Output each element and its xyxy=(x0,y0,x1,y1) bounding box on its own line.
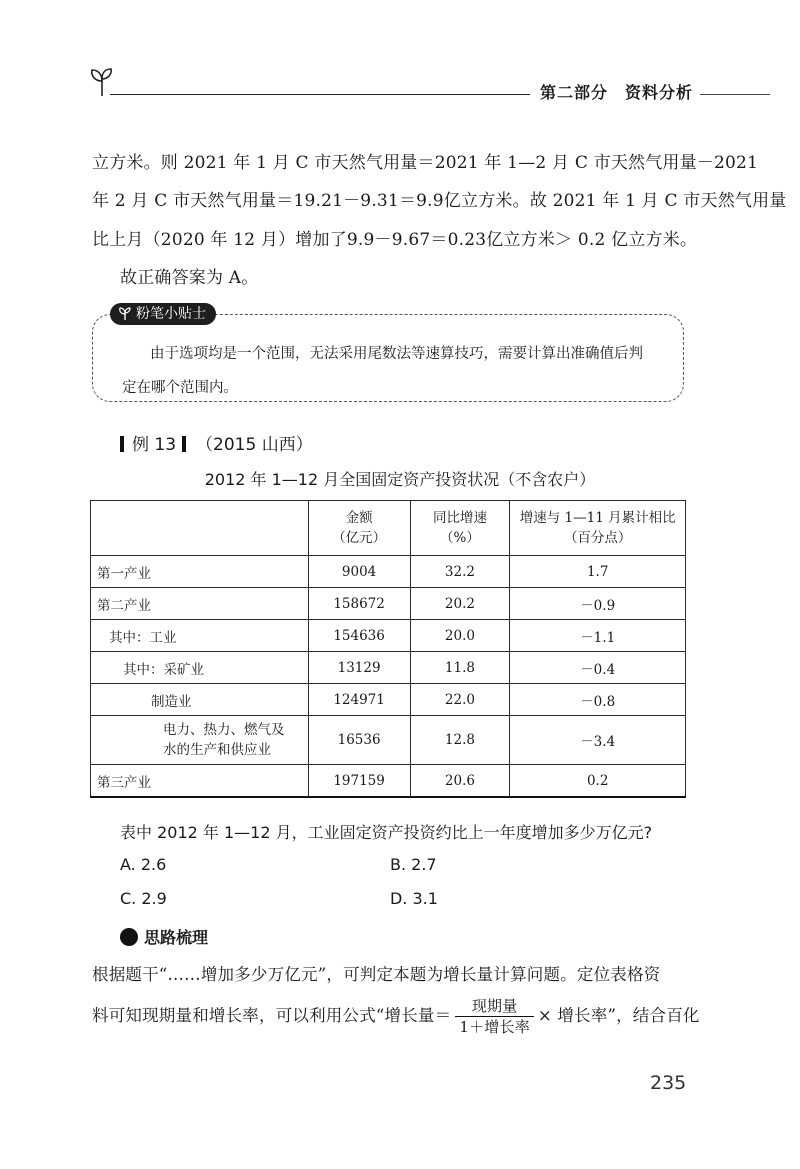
row-growth: 22.0 xyxy=(410,684,510,716)
row-diff: －3.4 xyxy=(510,716,686,765)
option-c: C. 2.9 xyxy=(120,889,167,908)
table-row xyxy=(91,556,686,588)
row-name: 其中：采矿业 xyxy=(91,652,309,684)
header-rule xyxy=(110,94,530,95)
example-source: （2015 山西） xyxy=(196,435,313,455)
row-amount: 124971 xyxy=(308,684,410,716)
paragraph-line-3: 比上月（2020 年 12 月）增加了9.9－9.67＝0.23亿立方米＞ 0.2 亿立方米。 xyxy=(92,230,698,250)
option-a: A. 2.6 xyxy=(120,855,167,874)
paragraph-line-1: 立方米。则 2021 年 1 月 C 市天然气用量＝2021 年 1—2 月 C 市天然气用量－2021 xyxy=(92,153,759,173)
table-row xyxy=(91,716,686,765)
answer-line: 故正确答案为 A。 xyxy=(120,268,259,288)
table-row xyxy=(91,652,686,684)
data-table xyxy=(90,500,686,798)
example-label: 例 13 xyxy=(132,435,177,455)
tip-line-1: 由于选项均是一个范围，无法采用尾数法等速算技巧，需要计算出准确值后判 xyxy=(150,346,643,362)
row-amount: 197159 xyxy=(308,765,410,798)
paragraph-line-2: 年 2 月 C 市天然气用量＝19.21－9.31＝9.9亿立方米。故 2021 年 1 月 C 市天然气用量 xyxy=(92,191,787,211)
table-row xyxy=(91,684,686,716)
tip-label-text: 粉笔小贴士 xyxy=(136,306,206,322)
row-name: 电力、热力、燃气及 水的生产和供应业 xyxy=(91,716,309,765)
bar-right xyxy=(182,436,186,452)
row-name: 制造业 xyxy=(91,684,309,716)
table-row xyxy=(91,588,686,620)
row-name: 第一产业 xyxy=(91,556,309,588)
row-amount: 154636 xyxy=(308,620,410,652)
header-amount: 金额 （亿元） xyxy=(308,501,410,556)
row-growth: 12.8 xyxy=(410,716,510,765)
option-d: D. 3.1 xyxy=(390,889,438,908)
row-amount: 13129 xyxy=(308,652,410,684)
row-diff: －0.4 xyxy=(510,652,686,684)
tip-line-2: 定在哪个范围内。 xyxy=(122,380,238,396)
question-text: 表中 2012 年 1—12 月，工业固定资产投资约比上一年度增加多少万亿元? xyxy=(120,823,653,842)
row-growth: 20.2 xyxy=(410,588,510,620)
row-growth: 11.8 xyxy=(410,652,510,684)
row-growth: 20.0 xyxy=(410,620,510,652)
header-rule-right xyxy=(700,94,770,95)
analysis-heading: 思路梳理 xyxy=(120,925,208,948)
row-diff: －0.8 xyxy=(510,684,686,716)
row-diff: 1.7 xyxy=(510,556,686,588)
row-name: 其中：工业 xyxy=(91,620,309,652)
analysis-line-1: 根据题干“……增加多少万亿元”，可判定本题为增长量计算问题。定位表格资 xyxy=(92,965,661,984)
table-row xyxy=(91,620,686,652)
row-diff: －1.1 xyxy=(510,620,686,652)
tip-text xyxy=(122,337,662,405)
table-row xyxy=(91,765,686,798)
row-amount: 158672 xyxy=(308,588,410,620)
bar-left xyxy=(120,436,124,452)
gear-icon xyxy=(120,928,138,946)
table-header-row xyxy=(91,501,686,556)
row-growth: 32.2 xyxy=(410,556,510,588)
row-diff: －0.9 xyxy=(510,588,686,620)
row-name: 第三产业 xyxy=(91,765,309,798)
tip-label xyxy=(110,303,216,325)
row-amount: 9004 xyxy=(308,556,410,588)
table-title: 2012 年 1—12 月全国固定资产投资状况（不含农户） xyxy=(204,470,596,489)
header-cell-empty xyxy=(91,501,309,556)
row-diff: 0.2 xyxy=(510,765,686,798)
header-growth: 同比增速 （%） xyxy=(410,501,510,556)
page-number: 235 xyxy=(650,1072,687,1094)
analysis-line-2: 料可知现期量和增长率，可以利用公式“增长量＝ $\frac{\text{现期量}}{\text{1＋增长率}}$ × 增长率”，结合百化 xyxy=(92,997,700,1036)
header-diff: 增速与 1—11 月累计相比 （百分点） xyxy=(510,501,686,556)
row-name: 第二产业 xyxy=(91,588,309,620)
row-amount: 16536 xyxy=(308,716,410,765)
sprout-icon xyxy=(118,307,132,321)
row-growth: 20.6 xyxy=(410,765,510,798)
header-title: 第二部分 资料分析 xyxy=(540,83,694,102)
formula-fraction: $\frac{\text{现期量}}{\text{1＋增长率}}$ xyxy=(455,996,534,1037)
example-heading xyxy=(120,430,313,455)
option-b: B. 2.7 xyxy=(390,855,437,874)
